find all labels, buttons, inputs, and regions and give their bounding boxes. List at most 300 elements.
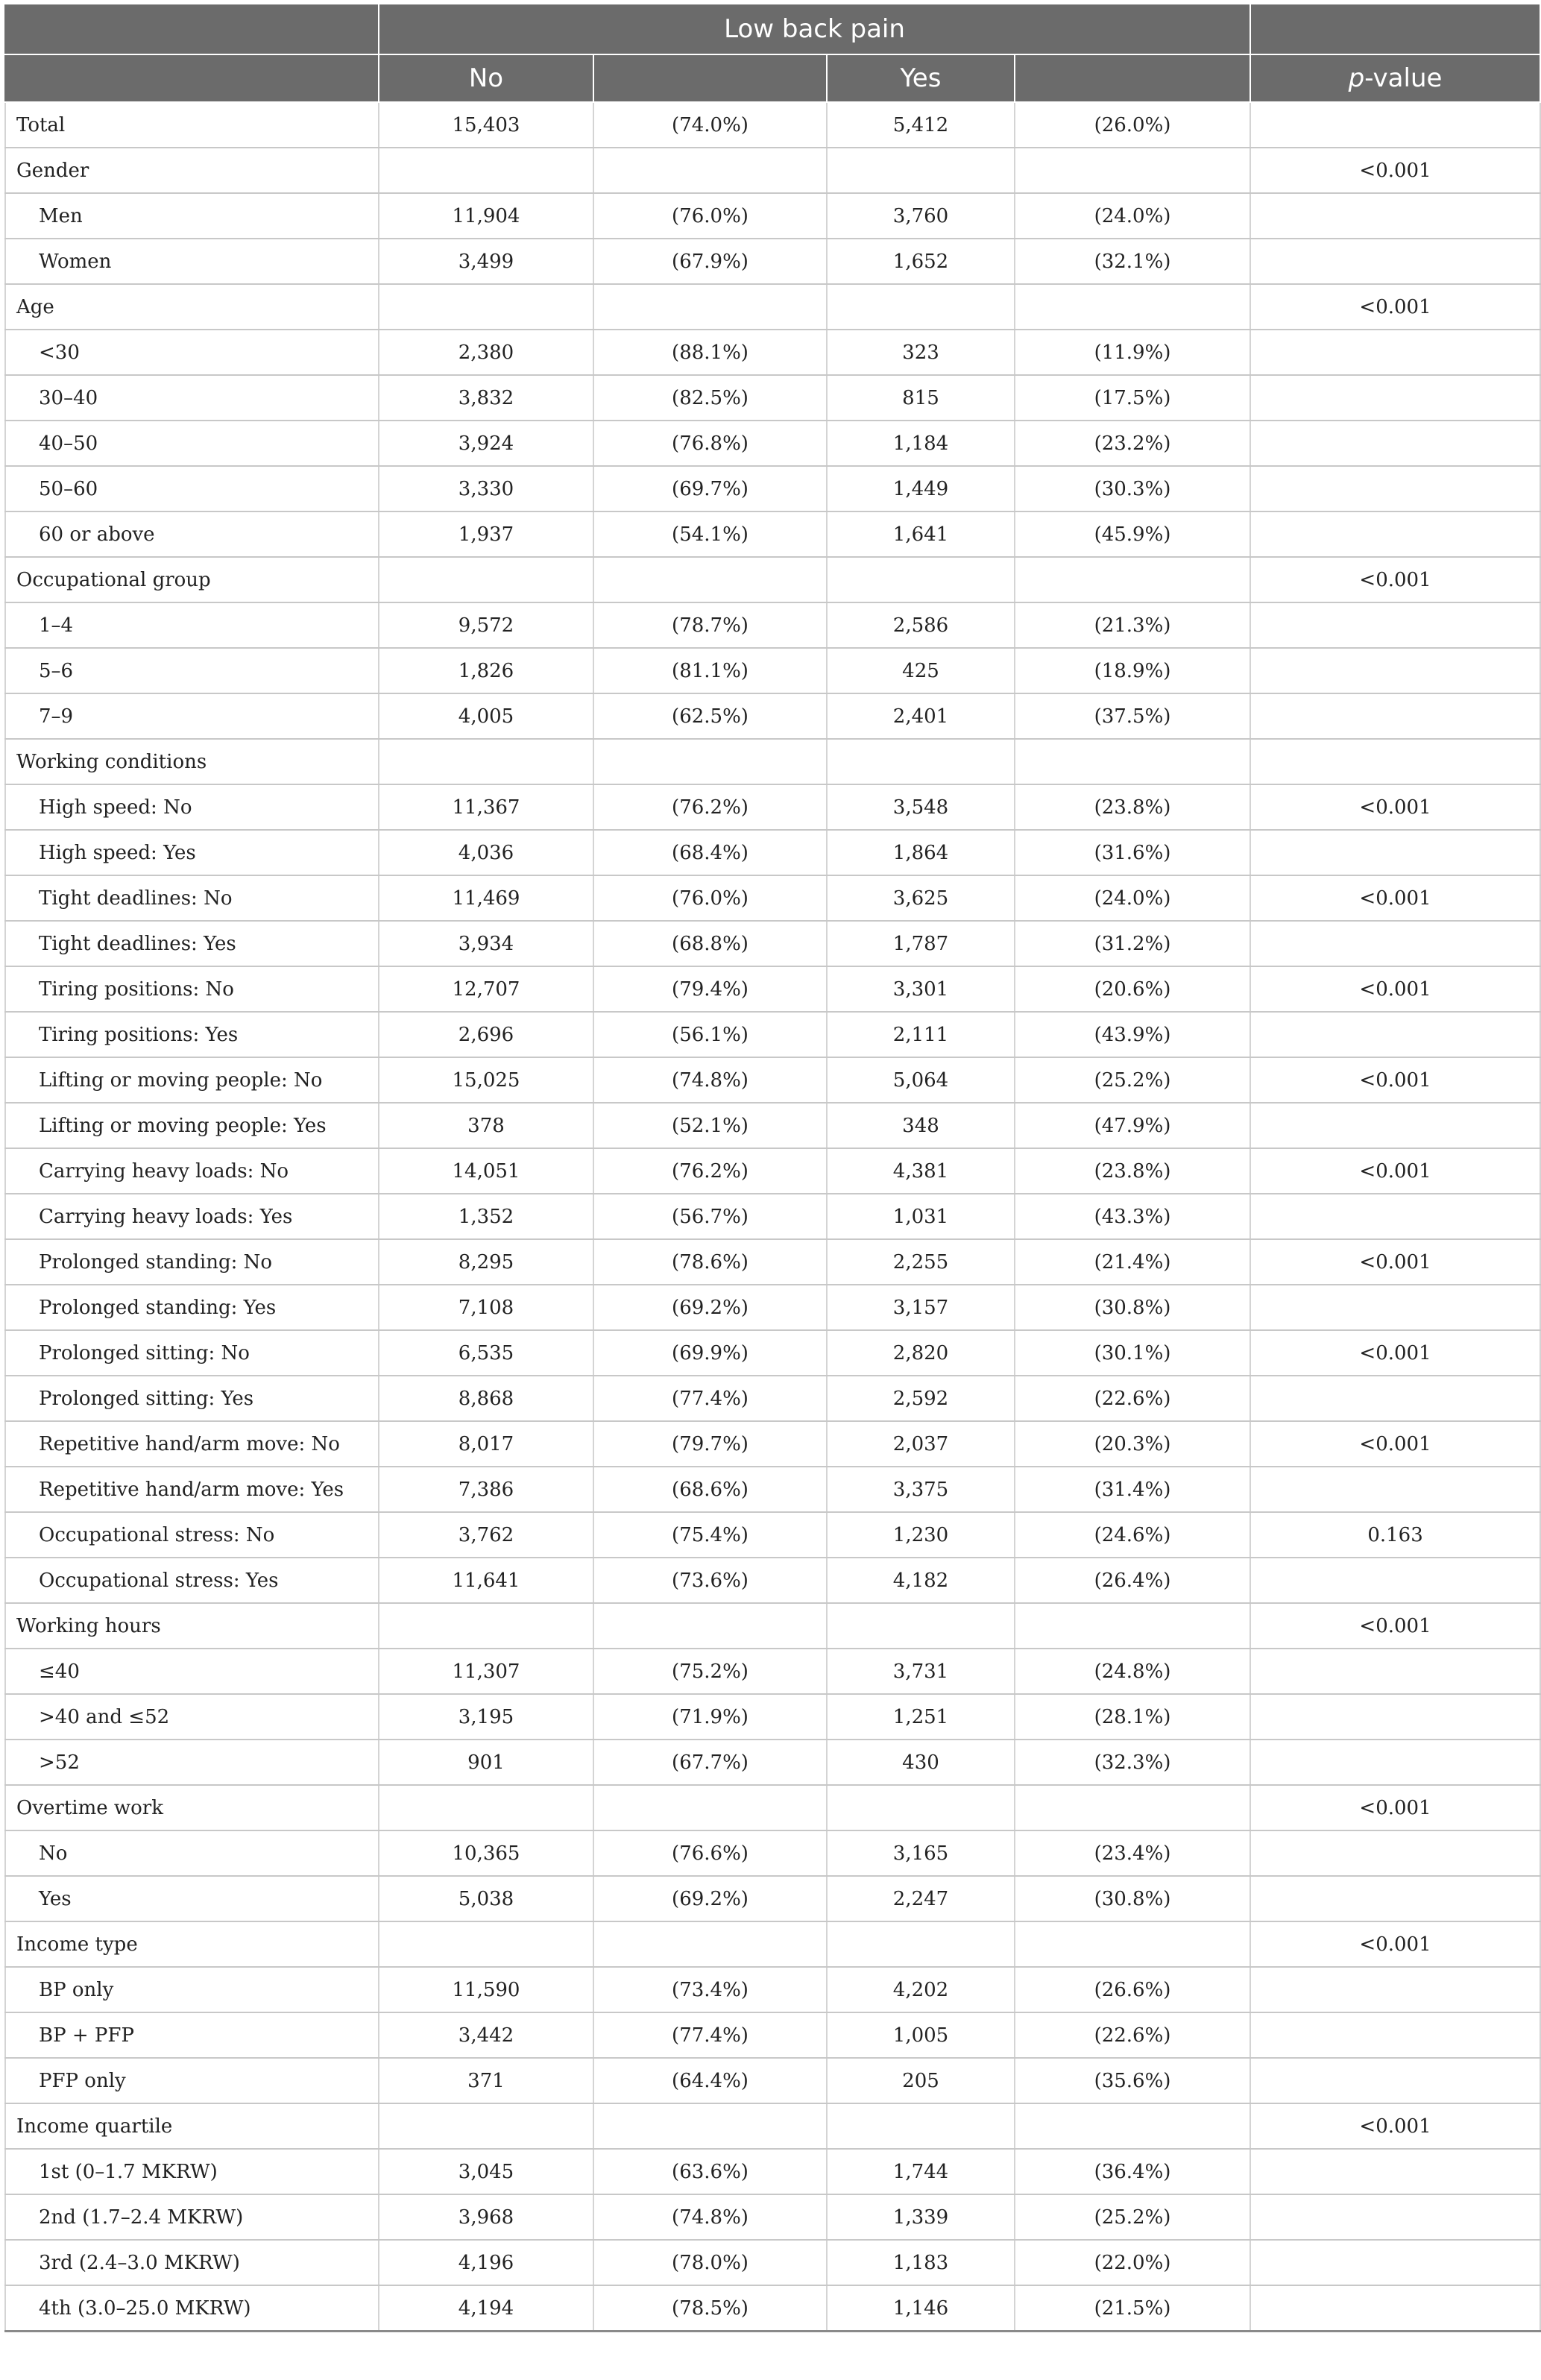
row-label: Carrying heavy loads: No [5, 1148, 379, 1194]
cell-pvalue: 0.163 [1250, 1512, 1540, 1558]
cell-no-percent [593, 284, 827, 330]
table-row [5, 602, 1540, 648]
table-row [5, 1694, 1540, 1740]
row-label: Tight deadlines: Yes [5, 921, 379, 966]
cell-yes-count: 2,255 [827, 1239, 1015, 1285]
cell-pvalue [1250, 2285, 1540, 2332]
cell-yes-count: 5,412 [827, 102, 1015, 148]
cell-no-percent: (68.8%) [593, 921, 827, 966]
cell-pvalue [1250, 1967, 1540, 2012]
cell-pvalue: <0.001 [1250, 557, 1540, 602]
table-row [5, 1376, 1540, 1421]
cell-yes-count: 3,760 [827, 193, 1015, 239]
cell-no-percent: (76.6%) [593, 1830, 827, 1876]
row-label: Carrying heavy loads: Yes [5, 1194, 379, 1239]
cell-pvalue: <0.001 [1250, 1603, 1540, 1649]
cell-no-count: 3,934 [379, 921, 593, 966]
cell-no-count: 8,868 [379, 1376, 593, 1421]
cell-yes-count: 348 [827, 1103, 1015, 1148]
cell-no-percent: (78.5%) [593, 2285, 827, 2332]
cell-yes-percent [1015, 2103, 1250, 2149]
table-row [5, 1012, 1540, 1057]
cell-yes-percent: (37.5%) [1015, 693, 1250, 739]
cell-yes-count: 1,744 [827, 2149, 1015, 2194]
cell-no-count: 2,696 [379, 1012, 593, 1057]
row-label: ≤40 [5, 1649, 379, 1694]
cell-no-percent: (63.6%) [593, 2149, 827, 2194]
cell-pvalue: <0.001 [1250, 1239, 1540, 1285]
cell-no-percent: (69.2%) [593, 1876, 827, 1921]
cell-no-percent [593, 557, 827, 602]
cell-yes-percent: (26.6%) [1015, 1967, 1250, 2012]
row-label: >52 [5, 1740, 379, 1785]
cell-yes-count: 2,820 [827, 1330, 1015, 1376]
cell-yes-count [827, 739, 1015, 784]
table-row [5, 693, 1540, 739]
cell-yes-count: 3,301 [827, 966, 1015, 1012]
cell-yes-percent: (21.3%) [1015, 602, 1250, 648]
cell-no-percent: (75.4%) [593, 1512, 827, 1558]
cell-yes-percent: (24.0%) [1015, 875, 1250, 921]
cell-yes-count [827, 1785, 1015, 1830]
cell-no-count: 4,005 [379, 693, 593, 739]
cell-no-percent: (76.2%) [593, 1148, 827, 1194]
cell-pvalue [1250, 466, 1540, 511]
cell-pvalue [1250, 1103, 1540, 1148]
cell-yes-count: 2,247 [827, 1876, 1015, 1921]
cell-yes-count: 3,375 [827, 1467, 1015, 1512]
cell-no-count: 1,352 [379, 1194, 593, 1239]
table-row [5, 2194, 1540, 2240]
cell-no-count: 5,038 [379, 1876, 593, 1921]
cell-yes-count: 1,787 [827, 921, 1015, 966]
cell-pvalue [1250, 2240, 1540, 2285]
cell-yes-count: 3,165 [827, 1830, 1015, 1876]
cell-yes-count [827, 148, 1015, 193]
cell-no-percent: (74.8%) [593, 1057, 827, 1103]
header-pvalue [1250, 54, 1540, 102]
row-label: 60 or above [5, 511, 379, 557]
cell-yes-count: 1,864 [827, 830, 1015, 875]
cell-pvalue [1250, 1876, 1540, 1921]
cell-pvalue [1250, 648, 1540, 693]
cell-yes-count: 1,641 [827, 511, 1015, 557]
cell-yes-count: 1,184 [827, 421, 1015, 466]
cell-pvalue: <0.001 [1250, 875, 1540, 921]
cell-yes-count: 425 [827, 648, 1015, 693]
cell-pvalue [1250, 193, 1540, 239]
low-back-pain-table [4, 3, 1541, 2332]
cell-yes-count: 1,339 [827, 2194, 1015, 2240]
cell-no-count: 3,968 [379, 2194, 593, 2240]
cell-yes-percent: (21.4%) [1015, 1239, 1250, 1285]
cell-no-count: 7,108 [379, 1285, 593, 1330]
cell-yes-percent: (25.2%) [1015, 2194, 1250, 2240]
cell-no-count [379, 1603, 593, 1649]
cell-yes-percent: (45.9%) [1015, 511, 1250, 557]
cell-yes-percent: (23.4%) [1015, 1830, 1250, 1876]
header-no-pct [593, 54, 827, 102]
row-label: 2nd (1.7–2.4 MKRW) [5, 2194, 379, 2240]
cell-pvalue: <0.001 [1250, 284, 1540, 330]
cell-no-count: 4,036 [379, 830, 593, 875]
cell-yes-percent: (30.8%) [1015, 1285, 1250, 1330]
cell-pvalue: <0.001 [1250, 148, 1540, 193]
cell-yes-percent: (30.1%) [1015, 1330, 1250, 1376]
cell-yes-count: 2,037 [827, 1421, 1015, 1467]
header-empty-cell [5, 4, 379, 54]
cell-yes-count: 1,449 [827, 466, 1015, 511]
cell-no-percent: (62.5%) [593, 693, 827, 739]
cell-pvalue [1250, 1467, 1540, 1512]
row-label: Gender [5, 148, 379, 193]
row-label: High speed: Yes [5, 830, 379, 875]
cell-no-percent: (69.7%) [593, 466, 827, 511]
row-label: 1st (0–1.7 MKRW) [5, 2149, 379, 2194]
table-row-category [5, 739, 1540, 784]
cell-pvalue: <0.001 [1250, 1421, 1540, 1467]
cell-no-count [379, 1921, 593, 1967]
table-row [5, 2240, 1540, 2285]
cell-yes-percent: (30.3%) [1015, 466, 1250, 511]
cell-no-count [379, 739, 593, 784]
cell-yes-percent: (32.1%) [1015, 239, 1250, 284]
cell-yes-percent [1015, 284, 1250, 330]
cell-yes-count: 1,146 [827, 2285, 1015, 2332]
cell-yes-percent: (20.6%) [1015, 966, 1250, 1012]
cell-no-percent: (78.7%) [593, 602, 827, 648]
cell-yes-percent: (35.6%) [1015, 2058, 1250, 2103]
cell-no-percent: (78.0%) [593, 2240, 827, 2285]
cell-pvalue [1250, 239, 1540, 284]
cell-yes-count: 4,381 [827, 1148, 1015, 1194]
cell-pvalue: <0.001 [1250, 2103, 1540, 2149]
row-label: Lifting or moving people: Yes [5, 1103, 379, 1148]
table-row-category [5, 1785, 1540, 1830]
cell-no-percent: (56.1%) [593, 1012, 827, 1057]
cell-yes-count: 4,202 [827, 1967, 1015, 2012]
table-row [5, 330, 1540, 375]
table-row [5, 1876, 1540, 1921]
cell-yes-count: 1,652 [827, 239, 1015, 284]
row-label: Income type [5, 1921, 379, 1967]
table-row [5, 2058, 1540, 2103]
cell-yes-count: 815 [827, 375, 1015, 421]
cell-pvalue [1250, 375, 1540, 421]
cell-yes-count [827, 557, 1015, 602]
table-row [5, 921, 1540, 966]
cell-no-percent: (74.8%) [593, 2194, 827, 2240]
cell-no-count: 8,295 [379, 1239, 593, 1285]
table-row [5, 1467, 1540, 1512]
cell-no-percent: (54.1%) [593, 511, 827, 557]
cell-no-percent [593, 1921, 827, 1967]
cell-no-percent: (69.2%) [593, 1285, 827, 1330]
cell-no-count: 4,196 [379, 2240, 593, 2285]
table-row [5, 511, 1540, 557]
row-label: Yes [5, 1876, 379, 1921]
cell-yes-count: 1,230 [827, 1512, 1015, 1558]
cell-no-count: 3,330 [379, 466, 593, 511]
table-row [5, 875, 1540, 921]
cell-no-count: 11,904 [379, 193, 593, 239]
table-row [5, 1103, 1540, 1148]
cell-pvalue: <0.001 [1250, 1785, 1540, 1830]
row-label: 3rd (2.4–3.0 MKRW) [5, 2240, 379, 2285]
table-row [5, 1558, 1540, 1603]
cell-no-count: 12,707 [379, 966, 593, 1012]
cell-no-count: 378 [379, 1103, 593, 1148]
cell-yes-count: 3,548 [827, 784, 1015, 830]
cell-no-percent: (76.8%) [593, 421, 827, 466]
table-body [5, 102, 1540, 2332]
table-row [5, 1239, 1540, 1285]
cell-no-count [379, 148, 593, 193]
cell-no-percent: (68.4%) [593, 830, 827, 875]
table-container [4, 3, 1540, 2332]
cell-yes-count: 430 [827, 1740, 1015, 1785]
cell-no-count: 15,403 [379, 102, 593, 148]
cell-no-count: 1,937 [379, 511, 593, 557]
cell-no-percent: (76.2%) [593, 784, 827, 830]
row-label: Working hours [5, 1603, 379, 1649]
cell-no-count: 371 [379, 2058, 593, 2103]
cell-no-count: 3,499 [379, 239, 593, 284]
row-label: Lifting or moving people: No [5, 1057, 379, 1103]
cell-pvalue [1250, 921, 1540, 966]
cell-no-count: 8,017 [379, 1421, 593, 1467]
cell-pvalue [1250, 1285, 1540, 1330]
table-row-category [5, 557, 1540, 602]
cell-yes-count: 2,111 [827, 1012, 1015, 1057]
cell-pvalue [1250, 2194, 1540, 2240]
table-header [5, 4, 1540, 102]
row-label: Prolonged standing: Yes [5, 1285, 379, 1330]
cell-no-percent [593, 2103, 827, 2149]
row-label: Prolonged standing: No [5, 1239, 379, 1285]
cell-yes-percent: (21.5%) [1015, 2285, 1250, 2332]
cell-no-percent: (82.5%) [593, 375, 827, 421]
row-label: Prolonged sitting: No [5, 1330, 379, 1376]
cell-no-percent: (75.2%) [593, 1649, 827, 1694]
cell-pvalue [1250, 511, 1540, 557]
cell-no-percent: (76.0%) [593, 193, 827, 239]
cell-yes-percent: (24.0%) [1015, 193, 1250, 239]
header-group-label: Low back pain [379, 4, 1250, 54]
cell-no-count [379, 557, 593, 602]
cell-yes-percent: (43.9%) [1015, 1012, 1250, 1057]
cell-yes-count: 1,251 [827, 1694, 1015, 1740]
cell-yes-percent: (47.9%) [1015, 1103, 1250, 1148]
cell-yes-percent: (11.9%) [1015, 330, 1250, 375]
cell-no-count: 3,442 [379, 2012, 593, 2058]
cell-no-percent: (56.7%) [593, 1194, 827, 1239]
cell-yes-count [827, 2103, 1015, 2149]
header-row-columns [5, 54, 1540, 102]
header-row-group [5, 4, 1540, 54]
row-label: Repetitive hand/arm move: No [5, 1421, 379, 1467]
table-row [5, 375, 1540, 421]
header-yes-pct [1015, 54, 1250, 102]
cell-no-count: 11,641 [379, 1558, 593, 1603]
cell-pvalue [1250, 1830, 1540, 1876]
table-row [5, 1421, 1540, 1467]
cell-pvalue [1250, 421, 1540, 466]
header-no: No [379, 54, 593, 102]
cell-pvalue [1250, 1740, 1540, 1785]
cell-no-percent: (77.4%) [593, 2012, 827, 2058]
cell-no-count: 11,469 [379, 875, 593, 921]
cell-yes-count: 1,005 [827, 2012, 1015, 2058]
cell-yes-count: 1,183 [827, 2240, 1015, 2285]
row-label: Total [5, 102, 379, 148]
cell-pvalue [1250, 739, 1540, 784]
cell-pvalue [1250, 1558, 1540, 1603]
table-row [5, 1512, 1540, 1558]
cell-yes-percent [1015, 148, 1250, 193]
table-row-category [5, 1921, 1540, 1967]
header-pvalue-rest: -value [1364, 63, 1443, 93]
row-label: 1–4 [5, 602, 379, 648]
cell-no-count: 11,367 [379, 784, 593, 830]
cell-no-count: 11,590 [379, 1967, 593, 2012]
cell-yes-percent: (22.6%) [1015, 1376, 1250, 1421]
cell-no-percent: (88.1%) [593, 330, 827, 375]
row-label: Occupational group [5, 557, 379, 602]
cell-yes-percent [1015, 557, 1250, 602]
cell-yes-percent: (31.2%) [1015, 921, 1250, 966]
table-row-category [5, 148, 1540, 193]
cell-no-percent [593, 1785, 827, 1830]
cell-no-percent: (71.9%) [593, 1694, 827, 1740]
cell-no-percent: (74.0%) [593, 102, 827, 148]
row-label: Repetitive hand/arm move: Yes [5, 1467, 379, 1512]
cell-yes-percent: (23.8%) [1015, 784, 1250, 830]
cell-no-percent: (79.4%) [593, 966, 827, 1012]
header-yes: Yes [827, 54, 1015, 102]
row-label: Men [5, 193, 379, 239]
cell-no-percent: (79.7%) [593, 1421, 827, 1467]
row-label: BP only [5, 1967, 379, 2012]
cell-no-count: 10,365 [379, 1830, 593, 1876]
table-row [5, 1057, 1540, 1103]
cell-yes-percent: (24.6%) [1015, 1512, 1250, 1558]
table-row [5, 648, 1540, 693]
table-row [5, 966, 1540, 1012]
cell-yes-count [827, 1921, 1015, 1967]
cell-no-count: 3,195 [379, 1694, 593, 1740]
cell-pvalue [1250, 1694, 1540, 1740]
cell-yes-percent: (18.9%) [1015, 648, 1250, 693]
cell-no-percent: (76.0%) [593, 875, 827, 921]
cell-pvalue [1250, 102, 1540, 148]
table-row [5, 1649, 1540, 1694]
cell-yes-percent: (31.4%) [1015, 1467, 1250, 1512]
cell-no-count [379, 2103, 593, 2149]
cell-pvalue: <0.001 [1250, 1057, 1540, 1103]
row-label: Tiring positions: No [5, 966, 379, 1012]
table-row [5, 1740, 1540, 1785]
table-row-category [5, 102, 1540, 148]
row-label: Age [5, 284, 379, 330]
cell-pvalue [1250, 602, 1540, 648]
cell-pvalue [1250, 2012, 1540, 2058]
table-row [5, 830, 1540, 875]
cell-yes-percent: (28.1%) [1015, 1694, 1250, 1740]
cell-yes-percent: (22.6%) [1015, 2012, 1250, 2058]
cell-no-count: 4,194 [379, 2285, 593, 2332]
cell-no-count [379, 284, 593, 330]
cell-yes-count: 2,401 [827, 693, 1015, 739]
cell-no-percent [593, 148, 827, 193]
row-label: 50–60 [5, 466, 379, 511]
table-row [5, 193, 1540, 239]
row-label: Income quartile [5, 2103, 379, 2149]
cell-no-count: 3,045 [379, 2149, 593, 2194]
cell-no-percent: (81.1%) [593, 648, 827, 693]
cell-pvalue [1250, 1194, 1540, 1239]
cell-yes-percent: (43.3%) [1015, 1194, 1250, 1239]
cell-no-count: 901 [379, 1740, 593, 1785]
cell-yes-percent: (26.0%) [1015, 102, 1250, 148]
cell-no-percent: (67.7%) [593, 1740, 827, 1785]
row-label: >40 and ≤52 [5, 1694, 379, 1740]
cell-no-count: 7,386 [379, 1467, 593, 1512]
table-row [5, 2149, 1540, 2194]
row-label: Women [5, 239, 379, 284]
cell-pvalue: <0.001 [1250, 1330, 1540, 1376]
row-label: 7–9 [5, 693, 379, 739]
cell-pvalue [1250, 693, 1540, 739]
table-row [5, 239, 1540, 284]
table-row [5, 1967, 1540, 2012]
header-pvalue-p: p [1348, 63, 1365, 93]
cell-pvalue [1250, 1012, 1540, 1057]
row-label: No [5, 1830, 379, 1876]
table-row-category [5, 1603, 1540, 1649]
row-label: BP + PFP [5, 2012, 379, 2058]
cell-no-count: 11,307 [379, 1649, 593, 1694]
cell-pvalue [1250, 830, 1540, 875]
cell-yes-percent: (36.4%) [1015, 2149, 1250, 2194]
table-row-category [5, 2103, 1540, 2149]
cell-no-count: 15,025 [379, 1057, 593, 1103]
cell-pvalue: <0.001 [1250, 1148, 1540, 1194]
row-label: Overtime work [5, 1785, 379, 1830]
cell-yes-percent: (24.8%) [1015, 1649, 1250, 1694]
cell-no-count: 3,762 [379, 1512, 593, 1558]
cell-no-count: 9,572 [379, 602, 593, 648]
cell-pvalue [1250, 2058, 1540, 2103]
cell-yes-percent [1015, 1785, 1250, 1830]
cell-pvalue [1250, 330, 1540, 375]
cell-no-percent: (73.4%) [593, 1967, 827, 2012]
cell-yes-percent [1015, 1921, 1250, 1967]
cell-yes-percent: (23.2%) [1015, 421, 1250, 466]
cell-no-percent: (67.9%) [593, 239, 827, 284]
cell-no-percent: (78.6%) [593, 1239, 827, 1285]
cell-yes-count: 3,157 [827, 1285, 1015, 1330]
cell-no-percent: (52.1%) [593, 1103, 827, 1148]
row-label: 4th (3.0–25.0 MKRW) [5, 2285, 379, 2332]
row-label: 30–40 [5, 375, 379, 421]
cell-yes-count: 4,182 [827, 1558, 1015, 1603]
cell-no-percent: (69.9%) [593, 1330, 827, 1376]
table-row [5, 784, 1540, 830]
row-label: 5–6 [5, 648, 379, 693]
cell-yes-percent: (25.2%) [1015, 1057, 1250, 1103]
cell-yes-count: 5,064 [827, 1057, 1015, 1103]
